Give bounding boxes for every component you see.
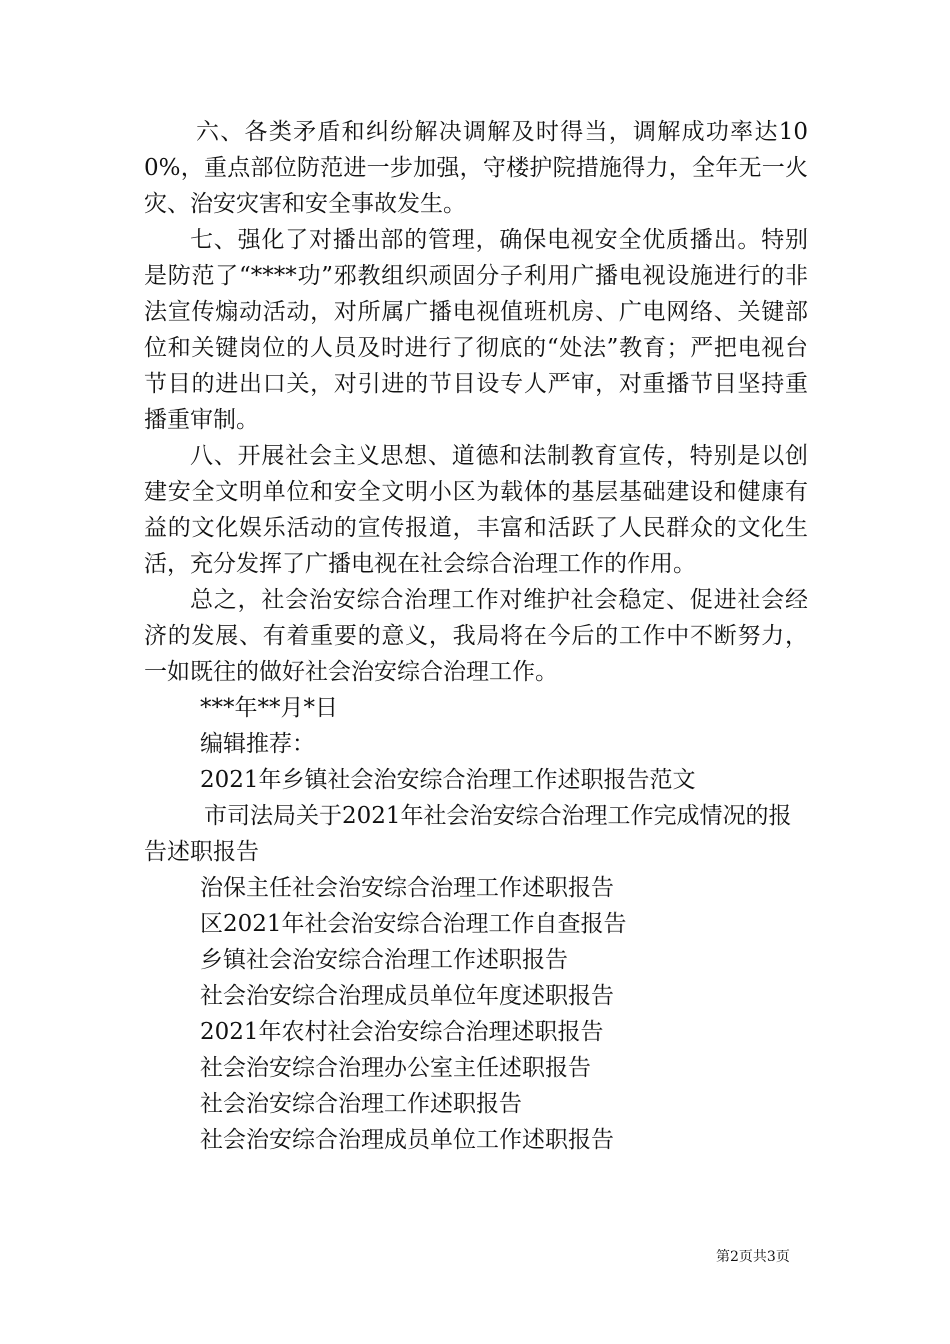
paragraph-8: 八、开展社会主义思想、道德和法制教育宣传，特别是以创建安全文明单位和安全文明小区为载体的基层基础建设和健康有益的文化娱乐活动的宣传报道，丰富和活跃了人民群众的文化生活，充分发挥了广播电视在社会综合治理工作的作用。	[144, 443, 808, 577]
page-number: 第2页共3页	[716, 1249, 790, 1265]
recommendation-list	[144, 762, 808, 1158]
recommendation-link[interactable]: 社会治安综合治理成员单位年度述职报告	[200, 983, 614, 1009]
recommendation-link[interactable]: 社会治安综合治理成员单位工作述职报告	[200, 1127, 614, 1153]
paragraph-7: 七、强化了对播出部的管理，确保电视安全优质播出。特别是防范了“****功”邪教组织顽固分子利用广播电视设施进行的非法宣传煽动活动，对所属广播电视值班机房、广电网络、关键部位和关键岗位的人员及时进行了彻底的“处法”教育；严把电视台节目的进出口关，对引进的节目设专人严审，对重播节目坚持重播重审制。	[144, 227, 808, 433]
recommendation-link[interactable]: 治保主任社会治安综合治理工作述职报告	[200, 875, 614, 901]
paragraph-summary: 总之，社会治安综合治理工作对维护社会稳定、促进社会经济的发展、有着重要的意义，我局将在今后的工作中不断努力，一如既往的做好社会治安综合治理工作。	[144, 587, 808, 685]
recommendation-link[interactable]: 市司法局关于2021年社会治安综合治理工作完成情况的报告述职报告	[144, 803, 792, 865]
recommendation-link[interactable]: 社会治安综合治理工作述职报告	[200, 1091, 522, 1117]
recommendation-link[interactable]: 2021年乡镇社会治安综合治理工作述职报告范文	[200, 767, 696, 793]
document-date: ***年**月*日	[200, 695, 338, 721]
recommendation-link[interactable]: 2021年农村社会治安综合治理述职报告	[200, 1019, 604, 1045]
document-body	[144, 114, 808, 1158]
recommendation-link[interactable]: 社会治安综合治理办公室主任述职报告	[200, 1055, 591, 1081]
recommendation-link[interactable]: 区2021年社会治安综合治理工作自查报告	[200, 911, 627, 937]
recommendation-link[interactable]: 乡镇社会治安综合治理工作述职报告	[200, 947, 568, 973]
paragraph-6: 六、各类矛盾和纠纷解决调解及时得当，调解成功率达100%，重点部位防范进一步加强，守楼护院措施得力，全年无一火灾、治安灾害和安全事故发生。	[144, 119, 808, 217]
recommend-label: 编辑推荐：	[200, 731, 315, 757]
